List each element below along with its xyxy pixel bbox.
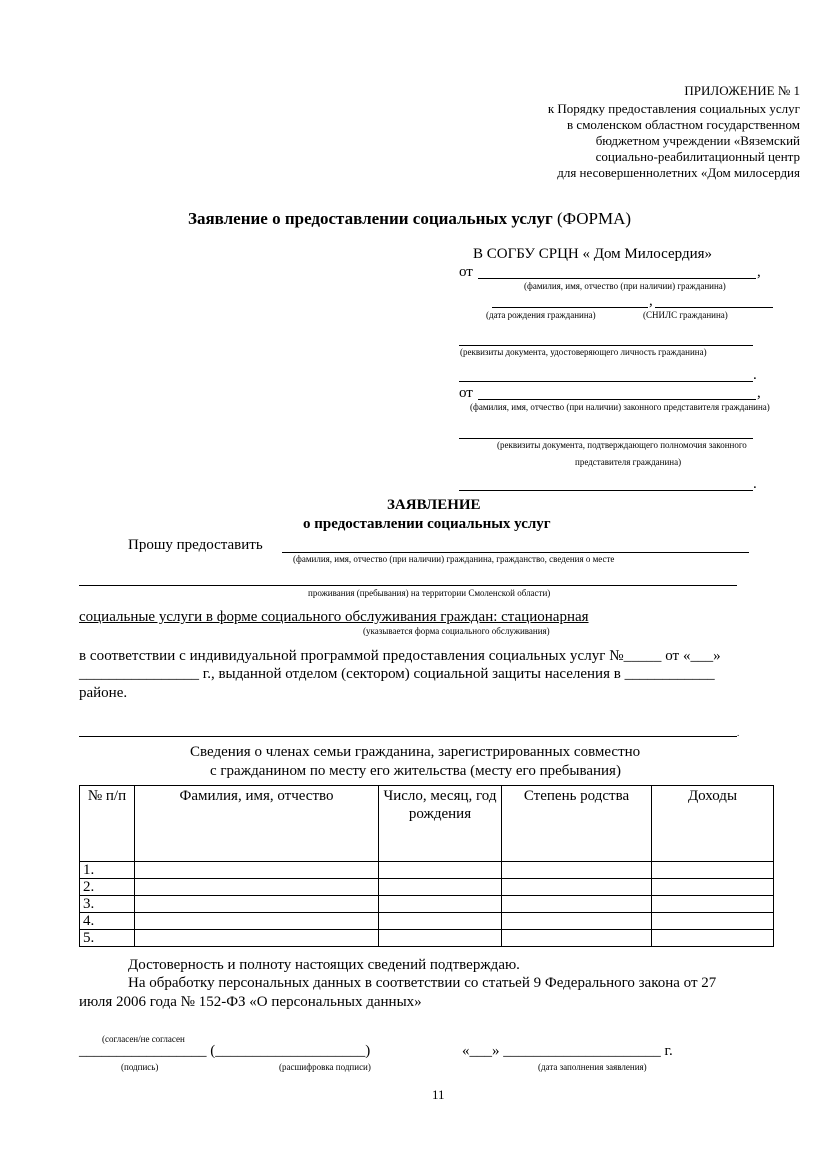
table-cell[interactable] [379,930,502,947]
id-document-line-2[interactable] [459,381,753,382]
table-cell[interactable] [379,879,502,896]
birth-date-hint: (дата рождения гражданина) [486,310,596,320]
row-number: 5. [80,930,135,947]
table-row [80,930,774,947]
table-cell[interactable] [652,913,774,930]
table-cell[interactable] [652,896,774,913]
table-cell[interactable] [135,879,379,896]
program-line-2: ________________ г., выданной отделом (сектором) социальной защиты населения в ____________ [79,666,715,682]
table-cell[interactable] [135,896,379,913]
citizen-fio-hint: (фамилия, имя, отчество (при наличии) гражданина) [524,281,726,291]
table-row [80,862,774,879]
request-label: Прошу предоставить [128,537,263,553]
statement-subheading: о предоставлении социальных услуг [303,516,551,532]
family-heading-1: Сведения о членах семьи гражданина, зарегистрированных совместно [190,744,641,760]
representative-doc-hint-2: представителя гражданина) [575,457,682,467]
table-cell[interactable] [652,862,774,879]
consent-hint: (согласен/не согласен [102,1034,185,1044]
table-cell[interactable] [502,930,652,947]
table-cell[interactable] [135,930,379,947]
table-cell[interactable] [379,896,502,913]
table-cell[interactable] [135,862,379,879]
table-cell[interactable] [502,913,652,930]
program-line-3: районе. [79,685,128,701]
table-row [80,896,774,913]
confirm-line-2: На обработку персональных данных в соответствии со статьей 9 Федерального закона от 27 [128,975,717,991]
date-line[interactable]: «___» _____________________ г. [462,1043,673,1059]
table-header-row [80,786,774,862]
representative-fio-hint: (фамилия, имя, отчество (при наличии) законного представителя гражданина) [470,402,770,412]
document-title-form: (ФОРМА) [556,209,632,228]
column-number: № п/п [80,786,135,862]
snils-line[interactable] [655,307,773,308]
confirm-line-1: Достоверность и полноту настоящих сведений подтверждаю. [128,957,520,973]
row-number: 3. [80,896,135,913]
confirm-line-3: июля 2006 года № 152-ФЗ «О персональных данных» [79,994,422,1010]
appendix-title: ПРИЛОЖЕНИЕ № 1 [684,83,800,98]
request-hint: (фамилия, имя, отчество (при наличии) гражданина, гражданство, сведения о месте [293,554,615,564]
table-row [80,879,774,896]
birth-date-line[interactable] [492,307,648,308]
from-label-2: от [459,385,473,401]
representative-doc-line-2[interactable] [459,490,753,491]
program-line-1: в соответствии с индивидуальной программой предоставления социальных услуг №_____ от «___» [79,648,721,664]
table-cell[interactable] [502,879,652,896]
column-income: Доходы [652,786,774,862]
table-cell[interactable] [502,896,652,913]
column-fio: Фамилия, имя, отчество [135,786,379,862]
signature-line[interactable]: _________________ (____________________) [79,1043,371,1059]
document-title [188,209,631,229]
page-number: 11 [432,1087,445,1102]
family-table [79,785,774,947]
table-cell[interactable] [135,913,379,930]
representative-doc-line[interactable] [459,438,753,439]
table-cell[interactable] [379,862,502,879]
row-number: 4. [80,913,135,930]
statement-heading: ЗАЯВЛЕНИЕ [387,497,481,513]
table-row [80,913,774,930]
citizen-fio-line[interactable] [478,278,756,279]
blank-line[interactable] [79,736,737,737]
document-title-bold: Заявление о предоставлении социальных услуг [188,209,553,228]
column-relation: Степень родства [502,786,652,862]
table-cell[interactable] [652,879,774,896]
addressee-to: В СОГБУ СРЦН « Дом Милосердия» [473,246,713,262]
signature-hint: (подпись) [121,1062,159,1072]
family-heading-2: с гражданином по месту его жительства (месту его пребывания) [210,763,621,779]
table-cell[interactable] [502,862,652,879]
column-birth-date: Число, месяц, год рождения [379,786,502,862]
service-form: социальные услуги в форме социального обслуживания граждан: стационарная [79,609,589,625]
appendix-line: социально-реабилитационный центр [595,149,800,164]
appendix-line: в смоленском областном государственном [567,117,800,132]
date-hint: (дата заполнения заявления) [538,1062,647,1072]
request-line[interactable] [282,552,749,553]
service-form-hint: (указывается форма социального обслуживания) [363,626,550,636]
table-cell[interactable] [652,930,774,947]
representative-fio-line[interactable] [478,399,756,400]
residence-line[interactable] [79,585,737,586]
snils-hint: (СНИЛС гражданина) [643,310,728,320]
residence-hint: проживания (пребывания) на территории Смоленской области) [308,588,551,598]
appendix-line: для несовершеннолетних «Дом милосердия [557,165,800,180]
decoding-hint: (расшифровка подписи) [279,1062,371,1072]
id-document-line[interactable] [459,345,753,346]
table-cell[interactable] [379,913,502,930]
id-document-hint: (реквизиты документа, удостоверяющего личность гражданина) [460,347,707,357]
row-number: 2. [80,879,135,896]
row-number: 1. [80,862,135,879]
representative-doc-hint-1: (реквизиты документа, подтверждающего полномочия законного [497,440,747,450]
appendix-line: бюджетном учреждении «Вяземский [595,133,800,148]
from-label: от [459,264,473,280]
appendix-line: к Порядку предоставления социальных услуг [547,101,800,116]
